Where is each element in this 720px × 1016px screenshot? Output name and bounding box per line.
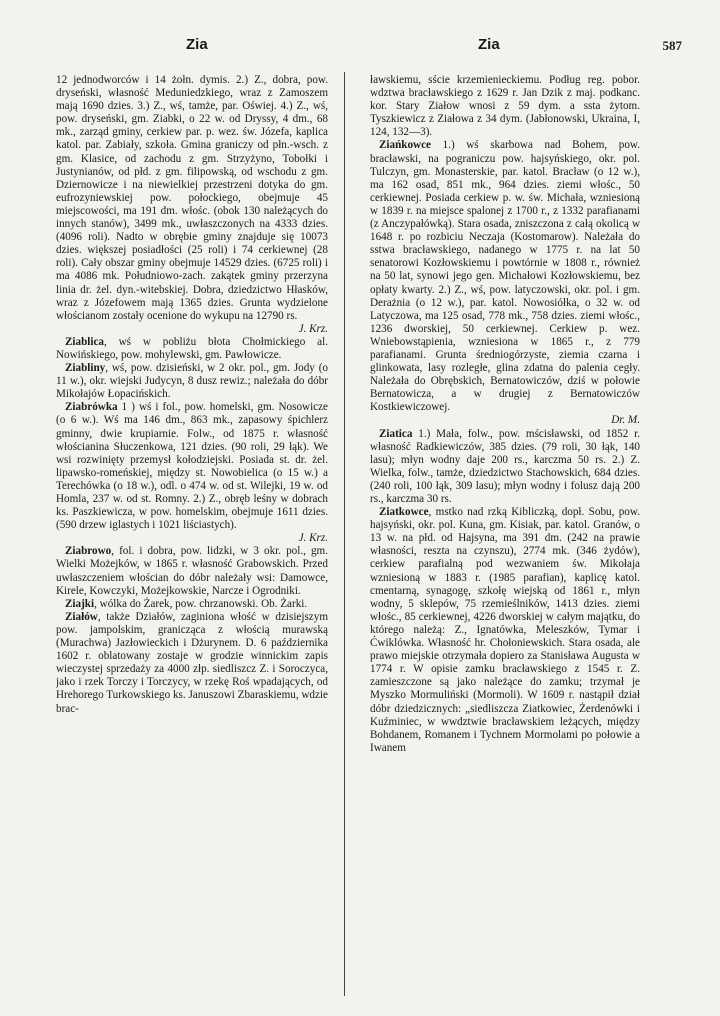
- entry-text: , fol. i dobra, pow. lidzki, w 3 okr. pol., gm. Wielki Możejków, w 1865 r. własność Grabowskich. Przed uwłaszczeniem włościan do dóbr należały wsi: Damowce, Kirele, Kowczyki, Możejkowskie, Narcze i Ogrodniki.: [56, 545, 328, 597]
- entry-headword: Ziablica: [65, 335, 104, 348]
- entry-signature: J. Krz.: [298, 322, 328, 335]
- entry-headword: Ziabrowo: [65, 545, 112, 558]
- entry: [56, 74, 328, 336]
- entry: [370, 506, 640, 755]
- entry-headword: Ziabrówka: [65, 401, 118, 414]
- entry: [56, 362, 328, 401]
- entry: [56, 598, 328, 611]
- entry-text: 12 jednodworców i 14 żołn. dymis. 2.) Z., dobra, pow. dryseński, własność Meduniedzkiego, wraz z Zamoszem mają 1690 dzies. 3.) Z., wś, tamże, par. Oświej. 4.) Z., wś, pow. dryseński, gm. Ziabki, o 22 w. od Dryssy, 4 dm., 68 mk., zarząd gminy, cerkiew par. p. wez. św. Józefa, kaplica katol. par. Zabiały, szkoła. Gmina graniczy od płn.-wsch. z gm. Klasice, od zachodu z gm. Strzyżyno, Tobołki i Justynianów, od płd. z gm. filipowską, od wschodu z gm. Dziernowicze i na niewielkiej przestrzeni dotyka do gm. eufrozyniewskiej pow. połockiego, obejmuje 45 miejscowości, ma 191 dm. włośc. (obok 130 należących do innych stanów), 3499 mk., uwłaszczonych na 4333 dzies. (4096 roli). Nadto w obrębie gminy znajduje się 10073 dzies. większej posiadłości (25 roli) i 74 cerkiewnej (28 roli). Cały obszar gminy obejmuje 14529 dzies. (6725 roli) i ma 4086 mk. Południowo-zach. zakątek gminy przerzyna linia dr. żel. dyn.-witebskiej. Dobra, dziedzictwo Hłasków, wraz z Józefowem mają 1365 dzies. Grunta wydzielone włościanom zostały ocenione do wykupu na 12790 rs.: [56, 74, 328, 322]
- entry-text: 1.) Mała, folw., pow. mścisławski, od 1852 r. własność Radkiewiczów, 385 dzies. (79 roli, 30 łąk, 140 lasu); młyn wodny daje 200 rs., karczma 50 rs. 2.) Z. Wielka, folw., tamże, dziedzictwo Stachowskich, 684 dzies. (240 roli, 100 łąk, 309 lasu); młyn wodny i folusz dają 200 rs., karczma 30 rs.: [370, 427, 640, 505]
- entry-text: ławskiemu, sście krzemienieckiemu. Podług reg. pobor. wdztwa bracławskiego z 1629 r. Jan Dzik z maj. podkanc. kor. Stary Ziałow wnosi z 59 dym. a ssta żytom. Tyszkiewicz z Ziałowa z 34 dym. (Jabłonowski, Ukraina, I, 124, 132—3).: [370, 74, 640, 139]
- left-column: [56, 74, 328, 994]
- column-divider: [344, 72, 345, 996]
- entry-headword: Ziatkowce: [379, 506, 429, 519]
- entry-signature: J. Krz.: [298, 532, 328, 545]
- entry-text: 1 ) wś i fol., pow. homelski, gm. Nosowicze (o 6 w.). Wś ma 146 dm., 863 mk., zapasowy śpichlerz gminny, dwie krupiarnie. Folw., od 1875 r. własność włościanina Słuczenkowa, 121 dzies. (90 roli, 29 łąk). We wsi rozwinięty przemysł kołodziejski. Posiada st. dr. żel. lipawsko-romeńskiej, między st. Nowobielica (o 15 w.) a Terechówka (o 18 w.), odl. o 474 w. od st. Wilejki, 19 w. od Homla, 237 w. od st. Romny. 2.) Z., obręb leśny w dobrach ks. Paszkiewicza, w pow. homelskim, obejmuje 1611 dzies. (590 drzew iglastych i 1021 liściastych).: [56, 401, 328, 532]
- entry: [56, 401, 328, 545]
- entry-headword: Ziabliny: [65, 362, 106, 375]
- entry-signature: Dr. M.: [611, 414, 640, 427]
- entry: [56, 545, 328, 597]
- right-running-head: Zia: [478, 36, 500, 53]
- entry-text: , mstko nad rzką Kibliczką, dopł. Sobu, pow. hajsyński, okr. pol. Kuna, gm. Kisiak, par. katol. Granów, o 13 w. na płd. od Hajsyna, ma 391 dm. (242 na prawie własności, reszta na czynszu), 2774 mk. (346 żydów), cerkiew parafialną pod wezwaniem św. Mikołaja wzniesioną w 1883 r. (1985 parafian), kaplicę katol. cmentarną, synagogę, szkołę wiejską od 1861 r., młyn wodny, 5 sklepów, 75 rzemieślników, 1413 dzies. ziemi włośc., 85 cerkiewnej, 4226 dworskiej w całym majątku, do którego należą: Z., Ignatówka, Meleszków, Tymar i Ćwiklówka. Własność hr. Chołoniewskich. Stara osada, ale prawo miejskie otrzymała dopiero za Stanisława Augusta w 1774 r. W opisie zamku bracławskiego z 1545 r. Z. zamieszczone są jako należące do zamku; trzymał je Myszko Mormuliński (Mormoli). W 1609 r. nastąpił dział dóbr dziedzicznych: „siedliszcza Ziatkowiec, Żerdenówki i Kuźminiec, w wwdztwie bracławskiem leżących, między Bohdanem, Romanem i Tychnem Mormolami po połowie a Iwanem: [370, 506, 640, 754]
- entry-text: , wólka do Żarek, pow. chrzanowski. Ob. Żarki.: [94, 597, 308, 610]
- entry: [370, 74, 640, 139]
- entry: [370, 139, 640, 427]
- page-number: 587: [662, 38, 682, 53]
- entry-text: , wś, pow. dzisieński, w 2 okr. pol., gm. Jody (o 11 w.), okr. wiejski Judycyn, 8 dusz rewiz.; należała do dóbr Mikołajów Łopacińskich.: [56, 362, 328, 401]
- entry-headword: Ziajki: [65, 597, 95, 610]
- entry-text: 1.) wś skarbowa nad Bohem, pow. bracławski, na pograniczu pow. hajsyńskiego, okr. pol. Tulczyn, gm. Monasterskie, par. katol. Bracław (o 12 w.), ma 162 osad, 851 mk., 964 dzies. ziemi włośc., 50 cerkiewnej. Posiada cerkiew p. w. św. Michała, wzniesioną w 1839 r. na miejsce spalonej z 1700 r., z 1332 parafianami (z Anczypałówką). Stara osada, zniszczona z całą okolicą w 1648 r. po rozbiciu Neczaja (Kostomarow). Należała do sstwa bracławskiego, nadanego w 1775 r. na lat 50 senatorowi Kozłowskiemu i powtórnie w 1808 r., również na 50 lat, synowi jego gen. Michałowi Kozłowskiemu, bez opłaty kwarty. 2.) Z., wś, pow. latyczowski, okr. pol. i gm. Derażnia (o 12 w.), par. katol. Nowosiółka, o 32 w. od Latyczowa, ma 125 osad, 778 mk., 758 dzies. ziemi włośc., 1236 dworskiej, 50 cerkiewnej. Cerkiew p. wez. Wniebowstąpienia, wzniesiona w 1865 r., z 779 parafianami. Grunta średniogórzyste, ziemia czarna i glinkowata, lasy rozległe, glina zdatna do palenia cegły. Należała do Obrębskich, Bernatowiczów, dziś w połowie Bernatowicza, a w drugiej z Bernatowiczów Kostkiewiczowej.: [370, 139, 640, 414]
- entry: [370, 428, 640, 507]
- entry-headword: Ziałów: [65, 610, 98, 623]
- entry-headword: Ziańkowce: [379, 139, 431, 152]
- left-running-head: Zia: [186, 36, 208, 53]
- right-column: [370, 74, 640, 994]
- entry: [56, 336, 328, 362]
- entry: [56, 611, 328, 716]
- entry-text: , także Działów, zaginiona włość w dzisiejszym pow. jampolskim, granicząca z włością murawską (Murachwa) Jazłowieckich i Dżurynem. D. 6 października 1602 r. oblatowany zostaje w grodzie winnickim zapis wieczystej sprzedaży za 4000 złp. siedliszcz Z. i Soroczyca, jako i rzek Torczy i Torczycy, w rzekę Roś wpadających, od Hrehorego Turkowskiego ks. Januszowi Zbaraskiemu, wdzie brac-: [56, 610, 328, 715]
- entry-headword: Ziatica: [379, 427, 413, 440]
- entry-text: , wś w pobliżu błota Chołmickiego al. Nowińskiego, pow. mohylewski, gm. Pawłowicze.: [56, 335, 328, 361]
